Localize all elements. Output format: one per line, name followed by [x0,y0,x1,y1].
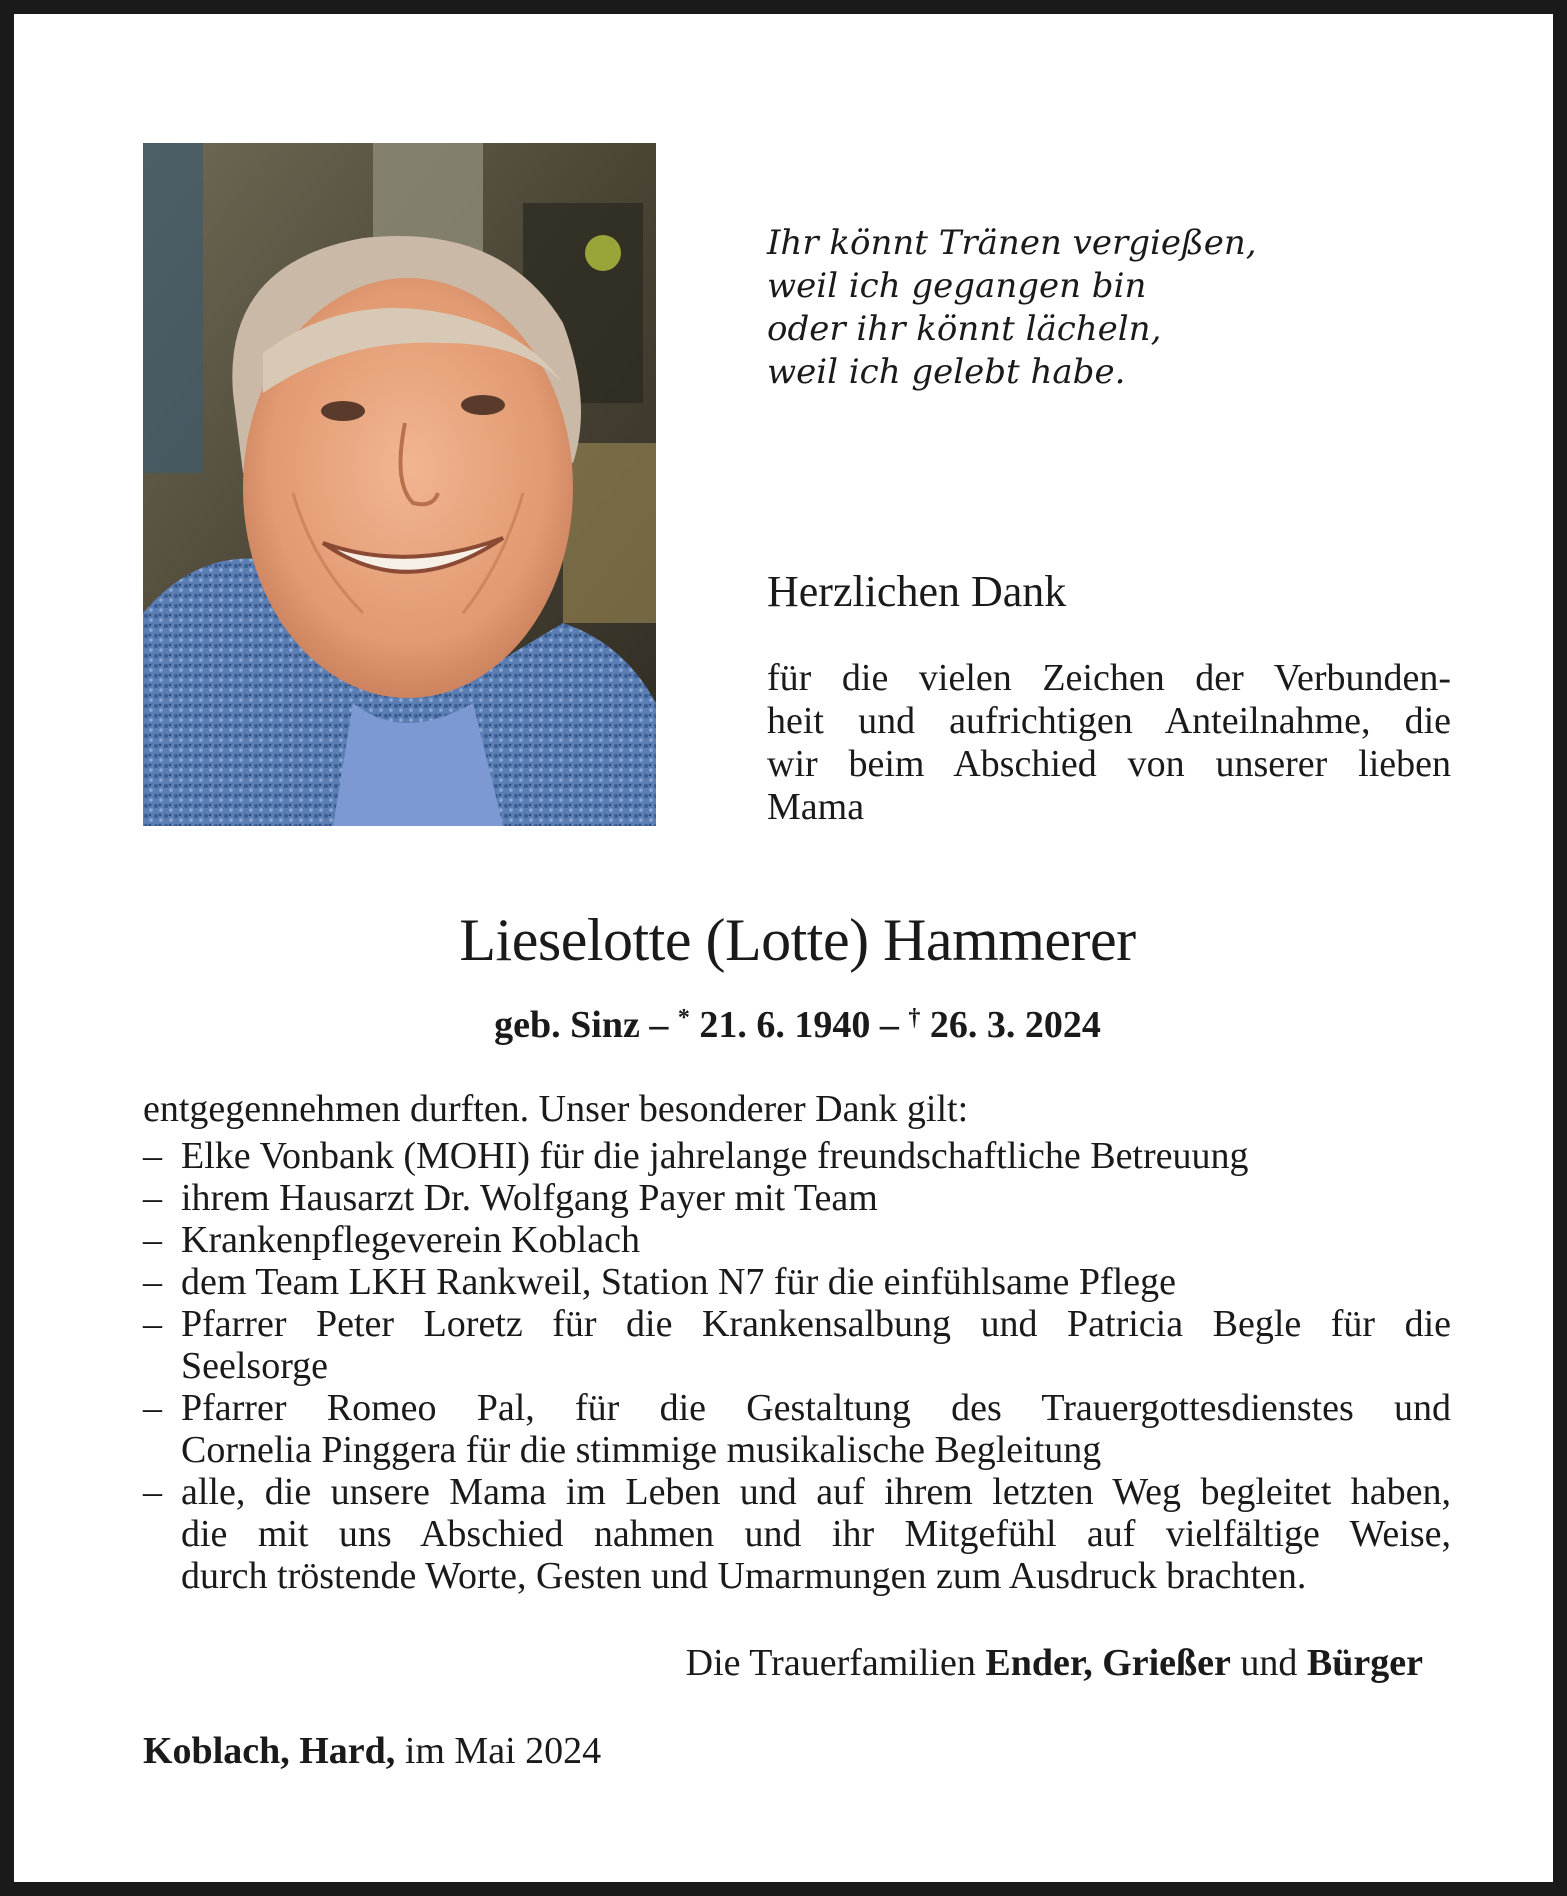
portrait-photo [143,143,656,826]
thanks-list-item [143,1471,1451,1597]
thanks-line: heit und aufrichtigen Anteilnahme, die [767,700,1451,742]
life-dates: geb. Sinz – * 21. 6. 1940 – † 26. 3. 2024 [494,1004,1101,1046]
family-name: Bürger [1306,1642,1423,1684]
thanks-heading: Herzlichen Dank [767,567,1067,616]
thanks-list-line: – Elke Vonbank (MOHI) für die jahrelange freundschaftliche Betreuung [181,1135,1249,1177]
family-name: Grießer [1102,1642,1231,1684]
left-eye [321,401,365,421]
thanks-list-item [143,1303,1451,1387]
thanks-line: wir beim Abschied von unserer lieben [767,743,1451,785]
towns: Koblach, Hard, [143,1730,396,1772]
thanks-list-line: – Krankenpflegeverein Koblach [181,1219,640,1261]
portrait-illustration [143,143,656,826]
thanks-list-item [143,1387,1451,1471]
date: im Mai 2024 [404,1730,602,1772]
thanks-list-line: durch tröstende Worte, Gesten und Umarmungen zum Ausdruck brachten. [181,1555,1307,1597]
thanks-list-item [143,1177,1451,1219]
thanks-list-line: – Pfarrer Romeo Pal, für die Gestaltung des Trauergottesdienstes und [181,1387,1451,1429]
thanks-list-line: – ihrem Hausarzt Dr. Wolfgang Payer mit Team [181,1177,878,1219]
thanks-line: Mama [767,786,865,828]
poem [767,222,1327,394]
thanks-list-line: – dem Team LKH Rankweil, Station N7 für die einfühlsame Pflege [181,1261,1176,1303]
poem-line: weil ich gelebt habe. [767,352,1126,392]
thanks-list [143,1135,1451,1597]
thanks-list-line: – alle, die unsere Mama im Leben und auf ihrem letzten Weg begleitet haben, [181,1471,1451,1513]
thanks-paragraph [767,657,1451,829]
birth-date: 21. 6. 1940 [699,1004,871,1046]
thanks-list-line: – Pfarrer Peter Loretz für die Krankensalbung und Patricia Begle für die [181,1303,1451,1345]
thanks-list-line: Seelsorge [181,1345,329,1387]
deceased-name: Lieselotte (Lotte) Hammerer [459,907,1136,973]
death-symbol: † [908,1005,921,1031]
right-eye [461,395,505,415]
thanks-list-item [143,1261,1451,1303]
poem-line: weil ich gegangen bin [767,266,1147,306]
thanks-list-item [143,1219,1451,1261]
mourning-families: Die Trauerfamilien Ender, Grießer und Bürger [685,1642,1423,1684]
maiden-name: geb. Sinz [494,1004,640,1046]
poem-line: oder ihr könnt lächeln, [767,309,1162,349]
thanks-list-item [143,1135,1451,1177]
thanks-list-line: die mit uns Abschied nahmen und ihr Mitgefühl auf vielfältige Weise, [181,1513,1451,1555]
thanks-list-line: Cornelia Pinggera für die stimmige musikalische Begleitung [181,1429,1102,1471]
death-date: 26. 3. 2024 [929,1004,1101,1046]
thanks-line: für die vielen Zeichen der Verbunden- [767,657,1451,699]
thanks-intro: entgegennehmen durften. Unser besonderer Dank gilt: [143,1088,969,1130]
poem-line: Ihr könnt Tränen vergießen, [767,223,1257,263]
place-and-date [143,1728,601,1774]
family-name: Ender, [985,1642,1093,1684]
birth-symbol: * [677,1005,690,1031]
